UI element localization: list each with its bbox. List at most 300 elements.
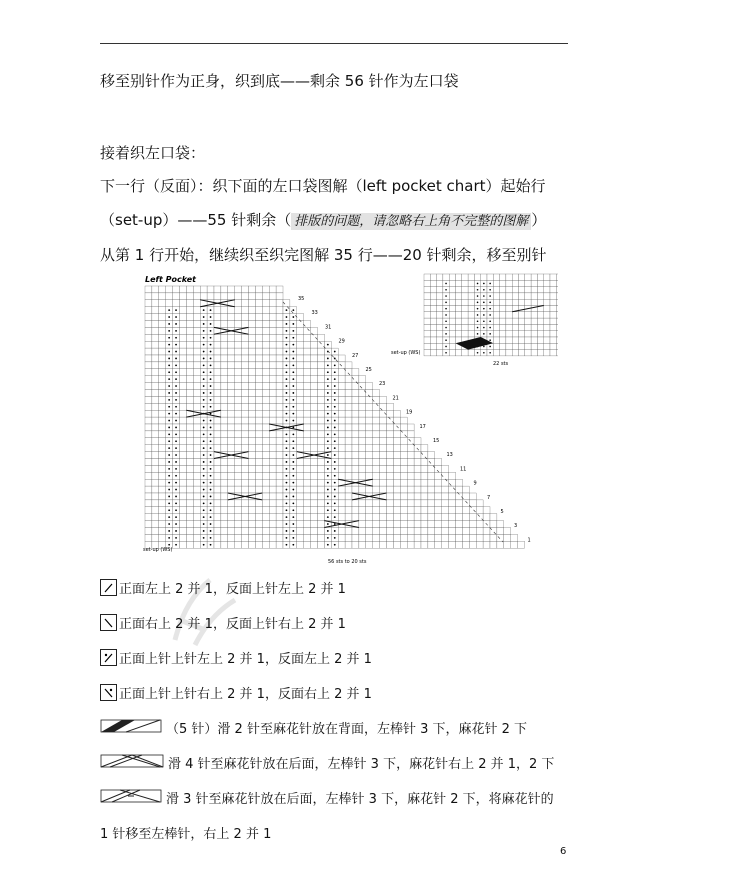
purl-dot — [175, 461, 177, 463]
chart-cell — [145, 431, 152, 438]
chart-cell — [318, 355, 325, 362]
chart-cell — [490, 521, 497, 528]
purl-dot — [168, 392, 170, 394]
chart-cell — [304, 479, 311, 486]
purl-dot — [286, 316, 288, 318]
chart-cell — [145, 369, 152, 376]
chart-cell — [145, 348, 152, 355]
purl-dot — [292, 475, 294, 477]
chart-cell — [152, 327, 159, 334]
chart-cell — [366, 390, 373, 397]
chart-cell — [145, 500, 152, 507]
chart-cell — [435, 521, 442, 528]
inset-cell — [550, 343, 556, 349]
chart-cell — [338, 493, 345, 500]
chart-cell — [318, 438, 325, 445]
chart-cell — [393, 521, 400, 528]
chart-cell — [380, 541, 387, 548]
inset-cell — [506, 312, 512, 318]
purl-dot — [327, 475, 329, 477]
chart-cell — [193, 341, 200, 348]
inset-cell — [506, 306, 512, 312]
chart-cell — [304, 327, 311, 334]
inset-cell — [519, 280, 525, 286]
chart-cell — [228, 396, 235, 403]
chart-cell — [442, 465, 449, 472]
purl-dot — [168, 454, 170, 456]
chart-cell — [221, 472, 228, 479]
chart-cell — [504, 534, 511, 541]
purl-dot — [334, 530, 336, 532]
chart-cell — [345, 465, 352, 472]
inset-cell — [430, 337, 436, 343]
purl-dot — [175, 330, 177, 332]
chart-cell — [393, 514, 400, 521]
purl-dot — [292, 323, 294, 325]
chart-cell — [269, 459, 276, 466]
inset-cell — [456, 287, 462, 293]
inset-cell — [531, 299, 537, 305]
chart-cell — [352, 410, 359, 417]
chart-cell — [186, 286, 193, 293]
inset-cell — [468, 280, 474, 286]
chart-cell — [214, 445, 221, 452]
chart-cell — [311, 362, 318, 369]
chart-cell — [221, 438, 228, 445]
purl-dot — [203, 323, 205, 325]
chart-cell — [262, 521, 269, 528]
chart-cell — [311, 472, 318, 479]
inset-cell — [424, 287, 430, 293]
chart-cell — [497, 541, 504, 548]
chart-cell — [255, 459, 262, 466]
chart-cell — [276, 300, 283, 307]
chart-cell — [145, 321, 152, 328]
chart-cell — [366, 452, 373, 459]
inset-cell — [493, 287, 499, 293]
chart-cell — [193, 507, 200, 514]
purl-dot — [489, 289, 491, 291]
purl-dot — [292, 544, 294, 546]
inset-cell — [556, 306, 558, 312]
chart-cell — [269, 479, 276, 486]
cable-4-dec-symbol-icon — [100, 754, 164, 772]
chart-cell — [180, 472, 187, 479]
inset-cell — [449, 274, 455, 280]
chart-cell — [193, 355, 200, 362]
inset-cell — [500, 299, 506, 305]
chart-cell — [449, 528, 456, 535]
chart-cell — [152, 355, 159, 362]
chart-cell — [400, 493, 407, 500]
purl-dot — [286, 351, 288, 353]
chart-cell — [228, 321, 235, 328]
purl-dot — [210, 364, 212, 366]
row-number: 5 — [500, 509, 504, 515]
chart-cell — [152, 507, 159, 514]
chart-cell — [276, 376, 283, 383]
purl-dot — [175, 337, 177, 339]
chart-cell — [400, 521, 407, 528]
purl-dot — [175, 406, 177, 408]
purl-dot — [203, 427, 205, 429]
inset-cell — [556, 312, 558, 318]
legend-cable-4-dec — [100, 753, 554, 772]
inset-cell — [550, 324, 556, 330]
chart-cell — [180, 493, 187, 500]
chart-cell — [145, 507, 152, 514]
chart-cell — [262, 514, 269, 521]
chart-cell — [366, 534, 373, 541]
chart-cell — [249, 438, 256, 445]
chart-cell — [262, 452, 269, 459]
chart-cell — [193, 479, 200, 486]
purl-dot — [286, 378, 288, 380]
chart-cell — [304, 521, 311, 528]
chart-cell — [352, 528, 359, 535]
chart-cell — [145, 410, 152, 417]
chart-cell — [269, 355, 276, 362]
chart-cell — [262, 493, 269, 500]
inset-cell — [537, 318, 543, 324]
chart-cell — [242, 472, 249, 479]
purl-dot — [203, 433, 205, 435]
chart-cell — [180, 334, 187, 341]
inset-cell — [468, 299, 474, 305]
chart-cell — [180, 403, 187, 410]
inset-cell — [500, 287, 506, 293]
chart-cell — [262, 438, 269, 445]
chart-cell — [400, 479, 407, 486]
chart-cell — [186, 445, 193, 452]
chart-cell — [249, 465, 256, 472]
chart-cell — [373, 514, 380, 521]
chart-cell — [345, 500, 352, 507]
inset-cell — [424, 331, 430, 337]
chart-cell — [338, 528, 345, 535]
inset-cell — [500, 331, 506, 337]
purl-dot — [292, 496, 294, 498]
chart-cell — [338, 465, 345, 472]
chart-cell — [180, 500, 187, 507]
chart-cell — [242, 383, 249, 390]
chart-cell — [221, 376, 228, 383]
purl-dot — [334, 475, 336, 477]
inset-cell — [468, 318, 474, 324]
chart-cell — [304, 500, 311, 507]
inset-cell — [506, 293, 512, 299]
chart-cell — [145, 459, 152, 466]
chart-cell — [366, 396, 373, 403]
chart-cell — [180, 528, 187, 535]
chart-cell — [373, 507, 380, 514]
chart-cell — [345, 507, 352, 514]
purl-dot — [210, 509, 212, 511]
purl-dot — [327, 378, 329, 380]
chart-cell — [428, 507, 435, 514]
chart-cell — [262, 286, 269, 293]
inset-cell — [525, 287, 531, 293]
purl-dot — [203, 399, 205, 401]
row-number: 33 — [311, 310, 318, 317]
chart-cell — [435, 472, 442, 479]
chart-cell — [373, 528, 380, 535]
chart-cell — [449, 486, 456, 493]
inset-cell — [506, 299, 512, 305]
purl-dot — [327, 440, 329, 442]
chart-cell — [235, 507, 242, 514]
chart-cell — [228, 403, 235, 410]
chart-cell — [159, 486, 166, 493]
chart-cell — [159, 307, 166, 314]
chart-cell — [435, 493, 442, 500]
chart-cell — [186, 300, 193, 307]
chart-cell — [380, 507, 387, 514]
chart-cell — [387, 534, 394, 541]
chart-cell — [228, 383, 235, 390]
purl-dot — [483, 283, 485, 285]
purl-dot — [203, 454, 205, 456]
inset-cell — [525, 324, 531, 330]
chart-cell — [456, 534, 463, 541]
purl-dot — [175, 509, 177, 511]
chart-cell — [380, 459, 387, 466]
purl-dot — [175, 358, 177, 360]
inset-cell — [430, 293, 436, 299]
chart-cell — [449, 472, 456, 479]
purl-dot — [210, 378, 212, 380]
chart-cell — [242, 410, 249, 417]
chart-cell — [304, 396, 311, 403]
purl-dot — [210, 385, 212, 387]
purl-dot — [477, 314, 479, 316]
purl-dot — [210, 392, 212, 394]
chart-cell — [297, 390, 304, 397]
chart-cell — [262, 507, 269, 514]
inset-cell — [424, 312, 430, 318]
purl-dot — [175, 351, 177, 353]
inset-cell — [437, 274, 443, 280]
purl-dot — [210, 530, 212, 532]
inset-cell — [430, 287, 436, 293]
legend-text-4: 正面上针上针右上 2 并 1，反面右上 2 并 1 — [119, 687, 372, 702]
chart-cell — [297, 348, 304, 355]
chart-cell — [214, 472, 221, 479]
chart-cell — [318, 534, 325, 541]
inset-cell — [449, 312, 455, 318]
inset-cell — [525, 312, 531, 318]
inset-cell — [506, 280, 512, 286]
chart-cell — [269, 300, 276, 307]
chart-cell — [269, 376, 276, 383]
chart-cell — [393, 465, 400, 472]
chart-cell — [380, 534, 387, 541]
chart-cell — [311, 376, 318, 383]
chart-cell — [152, 383, 159, 390]
chart-cell — [338, 383, 345, 390]
chart-footer: 56 sts to 20 sts — [328, 559, 367, 564]
chart-cell — [221, 465, 228, 472]
chart-cell — [393, 459, 400, 466]
purl-dot — [168, 482, 170, 484]
chart-cell — [145, 314, 152, 321]
chart-cell — [255, 396, 262, 403]
chart-cell — [193, 417, 200, 424]
chart-cell — [456, 541, 463, 548]
chart-cell — [221, 424, 228, 431]
inset-cell — [437, 287, 443, 293]
chart-cell — [414, 534, 421, 541]
chart-cell — [242, 534, 249, 541]
purl-dot — [210, 461, 212, 463]
chart-cell — [421, 514, 428, 521]
chart-cell — [421, 500, 428, 507]
chart-cell — [145, 376, 152, 383]
chart-cell — [180, 534, 187, 541]
inset-cell — [550, 287, 556, 293]
chart-cell — [255, 348, 262, 355]
chart-cell — [235, 445, 242, 452]
inset-cell — [537, 280, 543, 286]
purl-dot — [334, 447, 336, 449]
purl-dot — [292, 502, 294, 504]
chart-cell — [442, 479, 449, 486]
inset-cell — [424, 306, 430, 312]
chart-cell — [352, 465, 359, 472]
chart-cell — [269, 507, 276, 514]
chart-cell — [180, 341, 187, 348]
chart-cell — [345, 493, 352, 500]
purl-dot — [445, 333, 447, 335]
chart-cell — [311, 403, 318, 410]
chart-cell — [221, 459, 228, 466]
chart-cell — [359, 521, 366, 528]
row-number: 3 — [514, 523, 518, 530]
chart-cell — [497, 534, 504, 541]
chart-cell — [235, 541, 242, 548]
inset-cell — [506, 331, 512, 337]
purl-dot — [292, 489, 294, 491]
chart-cell — [186, 369, 193, 376]
chart-cell — [359, 396, 366, 403]
purl-dot — [210, 489, 212, 491]
purl-dot — [445, 314, 447, 316]
chart-cell — [159, 472, 166, 479]
inset-cell — [456, 293, 462, 299]
chart-cell — [186, 334, 193, 341]
chart-cell — [387, 486, 394, 493]
purl-dot — [203, 530, 205, 532]
purl-dot — [168, 544, 170, 546]
chart-cell — [221, 307, 228, 314]
inset-cell — [468, 331, 474, 337]
chart-cell — [249, 307, 256, 314]
purl-dot — [292, 427, 294, 429]
purl-dot — [327, 468, 329, 470]
purl-dot — [292, 406, 294, 408]
chart-cell — [435, 541, 442, 548]
chart-cell — [159, 479, 166, 486]
purl-dot — [334, 454, 336, 456]
purl-dot — [210, 475, 212, 477]
chart-cell — [180, 355, 187, 362]
inset-cell — [537, 287, 543, 293]
inset-cell — [512, 293, 518, 299]
chart-cell — [456, 486, 463, 493]
chart-cell — [159, 410, 166, 417]
inset-cell — [537, 331, 543, 337]
chart-cell — [304, 355, 311, 362]
chart-cell — [318, 341, 325, 348]
chart-cell — [400, 452, 407, 459]
chart-cell — [255, 431, 262, 438]
inset-cell — [519, 318, 525, 324]
inset-cell — [449, 299, 455, 305]
chart-cell — [387, 410, 394, 417]
inset-cell — [437, 280, 443, 286]
chart-cell — [366, 403, 373, 410]
chart-cell — [186, 327, 193, 334]
inset-cell — [449, 306, 455, 312]
chart-cell — [359, 534, 366, 541]
chart-cell — [255, 541, 262, 548]
chart-cell — [159, 334, 166, 341]
purl-dot — [175, 475, 177, 477]
chart-cell — [393, 431, 400, 438]
header-rule — [100, 43, 568, 44]
chart-cell — [345, 445, 352, 452]
purl-dot — [168, 496, 170, 498]
chart-cell — [186, 472, 193, 479]
chart-cell — [483, 541, 490, 548]
chart-cell — [242, 438, 249, 445]
purl-dot — [175, 433, 177, 435]
chart-cell — [269, 431, 276, 438]
purl-dot — [203, 516, 205, 518]
chart-cell — [456, 500, 463, 507]
inset-cell — [537, 293, 543, 299]
chart-cell — [186, 465, 193, 472]
chart-cell — [442, 486, 449, 493]
chart-cell — [462, 514, 469, 521]
chart-cell — [214, 362, 221, 369]
chart-cell — [276, 362, 283, 369]
inset-cell — [462, 293, 468, 299]
inset-cell — [462, 350, 468, 356]
chart-cell — [304, 410, 311, 417]
inset-cell — [537, 350, 543, 356]
inset-cell — [487, 274, 493, 280]
inset-cell — [544, 331, 550, 337]
purl-dot — [292, 337, 294, 339]
chart-cell — [255, 362, 262, 369]
chart-cell — [297, 438, 304, 445]
purl-dot — [292, 468, 294, 470]
chart-cell — [180, 293, 187, 300]
chart-cell — [414, 479, 421, 486]
legend-text-3: 正面上针上针左上 2 并 1，反面左上 2 并 1 — [119, 652, 372, 667]
chart-cell — [462, 493, 469, 500]
chart-cell — [387, 528, 394, 535]
chart-cell — [352, 541, 359, 548]
purl-dot — [327, 523, 329, 525]
inset-cell — [537, 299, 543, 305]
inset-cell — [430, 306, 436, 312]
chart-cell — [462, 507, 469, 514]
chart-cell — [145, 493, 152, 500]
chart-cell — [180, 521, 187, 528]
chart-cell — [297, 521, 304, 528]
